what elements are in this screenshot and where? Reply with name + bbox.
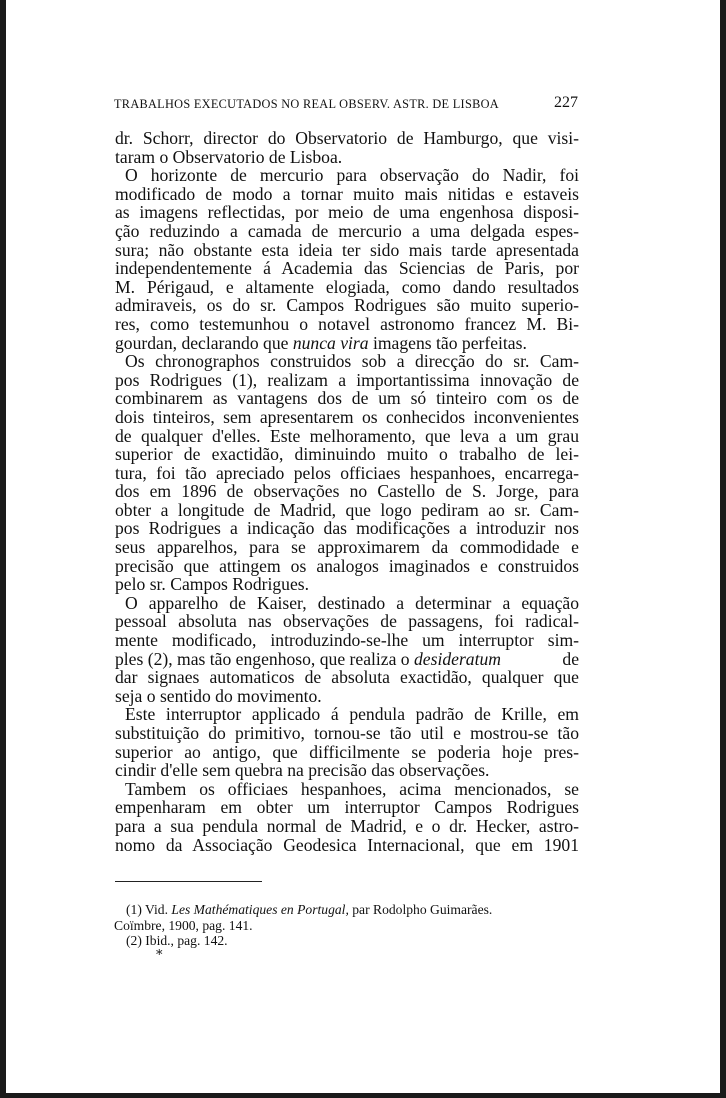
text-line: dar signaes automaticos de absoluta exactidão, qualquer que <box>115 667 579 688</box>
text-line: as imagens reflectidas, por meio de uma engenhosa disposi- <box>115 202 579 223</box>
text-line: precisão que attingem os analogos imaginados e construidos <box>115 555 579 576</box>
text-line: M. Périgaud, e altamente elogiada, como dando resultados <box>115 276 579 297</box>
text-line: dr. Schorr, director do Observatorio de Hamburgo, que visi- <box>115 128 579 148</box>
main-text <box>115 129 579 854</box>
text-line: Este interruptor applicado á pendula padrão de Krille, em <box>125 704 579 725</box>
text-line: pelo sr. Campos Rodrigues. <box>115 574 310 595</box>
text-line: pos Rodrigues a indicação das modificações a introduzir nos <box>115 518 579 539</box>
text-segment: ples (2), mas tão engenhoso, que realiza o <box>115 648 414 669</box>
text-line: O horizonte de mercurio para observação do Nadir, foi <box>125 165 579 186</box>
text-line: Tambem os officiaes hespanhoes, acima mencionados, se <box>125 778 579 799</box>
text-line: seus apparelhos, para se approximarem da commodidade e <box>115 537 579 558</box>
footnotes <box>114 902 581 949</box>
text-line: nomo da Associação Geodesica Internacional, que em 1901 <box>115 834 579 855</box>
page-number: 227 <box>554 94 578 111</box>
text-line: taram o Observatorio de Lisboa. <box>115 146 343 167</box>
footnote-marker: (1) Vid. <box>126 902 168 917</box>
text-line <box>115 334 579 353</box>
footnote-1-continuation: Coïmbre, 1900, pag. 141. <box>114 917 253 933</box>
book-page <box>6 0 720 1093</box>
text-segment: imagens tão perfeitas. <box>368 332 527 353</box>
text-line: dois tinteiros, sem apresentarem os conhecidos inconvenientes <box>115 406 579 427</box>
text-line: cindir d'elle sem quebra na precisão das observações. <box>115 760 490 781</box>
text-line: pos Rodrigues (1), realizam a importantissima innovação de <box>115 369 579 390</box>
text-line: admiraveis, os do sr. Campos Rodrigues são muito superio- <box>115 295 579 316</box>
asterisk-mark: * <box>156 948 163 963</box>
text-line: empenharam em obter um interruptor Campos Rodrigues <box>115 797 579 818</box>
text-line: independentemente á Academia das Sciencias de Paris, por <box>115 258 579 279</box>
text-line: Os chronographos construidos sob a direcção do sr. Cam- <box>125 351 579 372</box>
text-line: res, como testemunhou o notavel astronomo francez M. Bi- <box>115 313 579 334</box>
text-line: pessoal absoluta nas observações de passagens, foi radical- <box>115 611 579 632</box>
text-line: superior de exactidão, diminuindo muito o trabalho de lei- <box>115 444 579 465</box>
text-line: substituição do primitivo, tornou-se tão util e mostrou-se tão <box>115 723 579 743</box>
italic-phrase: nunca vira <box>292 332 369 353</box>
text-line: modificado de modo a tornar muito mais nitidas e estaveis <box>115 183 579 204</box>
footnote-text: par Rodolpho Guimarães. <box>348 902 493 917</box>
text-segment: de <box>562 648 579 669</box>
running-header <box>114 94 578 112</box>
text-line: para a sua pendula normal de Madrid, e o dr. Hecker, astro- <box>115 815 579 836</box>
text-line <box>115 650 579 669</box>
text-line: dos em 1896 de observações no Castello de S. Jorge, para <box>115 481 579 502</box>
text-line: combinarem as vantagens dos de um só tinteiro com os de <box>115 388 579 409</box>
text-line: tura, foi tão apreciado pelos officiaes hespanhoes, encarrega- <box>115 462 579 483</box>
footnote-2: (2) Ibid., pag. 142. <box>126 933 228 948</box>
text-line: de qualquer d'elles. Este melhoramento, que leva a um grau <box>115 425 579 446</box>
footnote-title: Les Mathématiques en Portugal, <box>171 902 349 917</box>
text-line: mente modificado, introduzindo-se-lhe um interruptor sim- <box>115 630 579 651</box>
text-line: obter a longitude de Madrid, que logo pediram ao sr. Cam- <box>115 499 579 520</box>
text-line: O apparelho de Kaiser, destinado a determinar a equação <box>125 592 579 613</box>
footnote-1 <box>126 902 581 918</box>
text-line: sura; não obstante esta ideia ter sido mais tarde apresentada <box>115 239 579 260</box>
text-line: superior ao antigo, que difficilmente se poderia hoje pres- <box>115 741 579 762</box>
header-title: TRABALHOS EXECUTADOS NO REAL OBSERV. ASTR. DE LISBOA <box>114 97 499 111</box>
text-line: seja o sentido do movimento. <box>115 685 322 706</box>
text-segment: gourdan, declarando que <box>115 332 293 353</box>
footnote-separator <box>115 881 262 882</box>
text-line: ção reduzindo a camada de mercurio a uma delgada espes- <box>115 220 579 241</box>
italic-phrase: desideratum <box>414 648 501 669</box>
